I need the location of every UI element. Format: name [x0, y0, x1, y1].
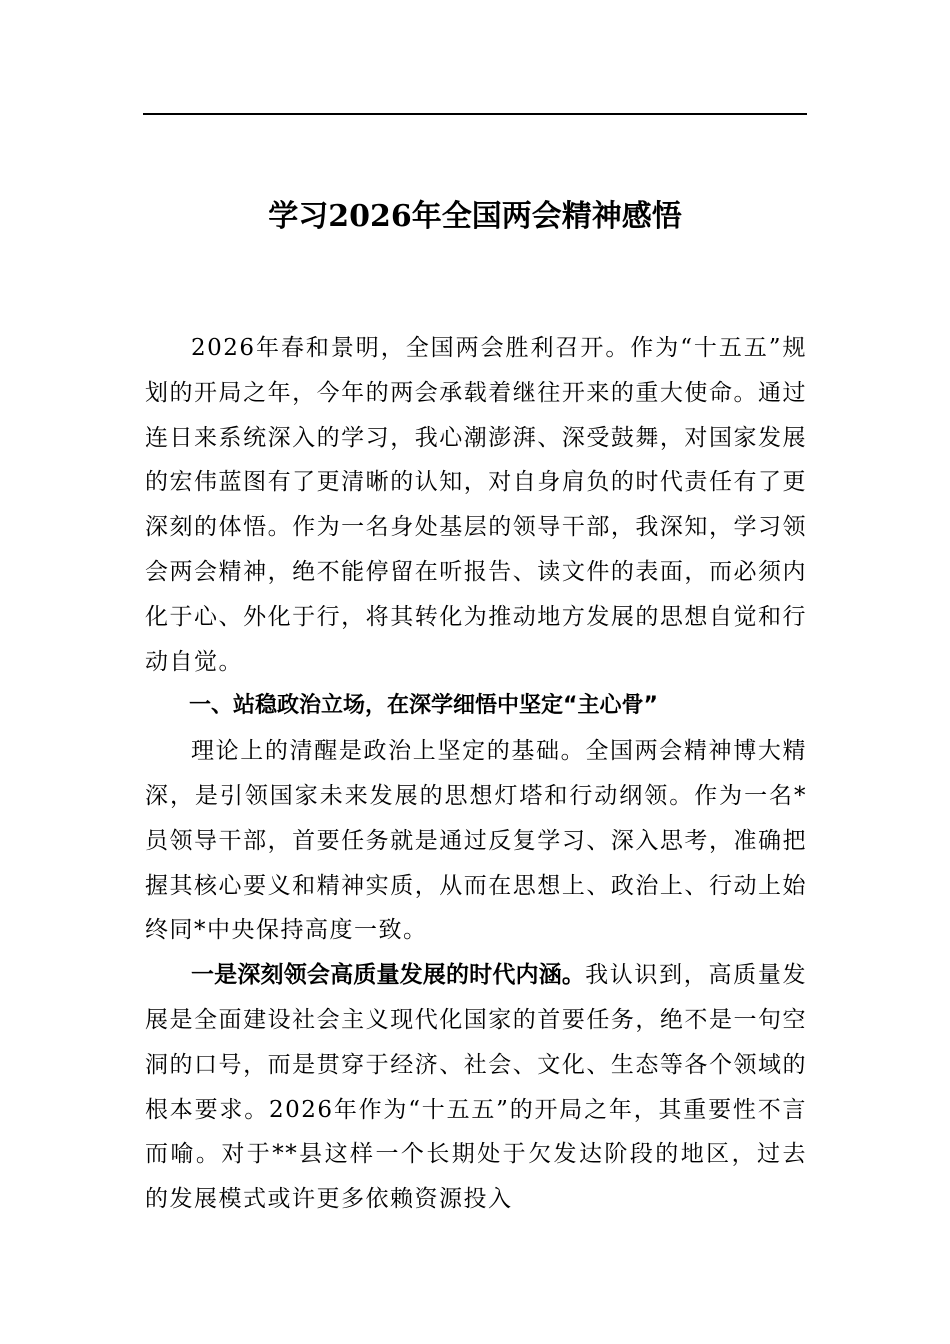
header-rule: [143, 113, 807, 115]
document-body: [145, 326, 807, 1222]
intro-paragraph: 2026年春和景明，全国两会胜利召开。作为“十五五”规划的开局之年，今年的两会承载着继往开来的重大使命。通过连日来系统深入的学习，我心潮澎湃、深受鼓舞，对国家发展的宏伟蓝图有了更清晰的认知，对自身肩负的时代责任有了更深刻的体悟。作为一名身处基层的领导干部，我深知，学习领会两会精神，绝不能停留在听报告、读文件的表面，而必须内化于心、外化于行，将其转化为推动地方发展的思想自觉和行动自觉。: [145, 335, 807, 675]
section-heading-1: 一、站稳政治立场，在深学细悟中坚定“主心骨”: [189, 693, 658, 719]
point-1-lead: 一是深刻领会高质量发展的时代内涵。: [191, 962, 586, 989]
document-title: 学习2026年全国两会精神感悟: [268, 199, 682, 234]
point-1-paragraph: [145, 953, 807, 1222]
section-1-paragraph: 理论上的清醒是政治上坚定的基础。全国两会精神博大精深，是引领国家未来发展的思想灯塔和行动纲领。作为一名*员领导干部，首要任务就是通过反复学习、深入思考，准确把握其核心要义和精神实质，从而在思想上、政治上、行动上始终同*中央保持高度一致。: [145, 738, 807, 944]
point-1-text: 我认识到，高质量发展是全面建设社会主义现代化国家的首要任务，绝不是一句空洞的口号，而是贯穿于经济、社会、文化、生态等各个领域的根本要求。2026年作为“十五五”的开局之年，其重要性不言而喻。对于**县这样一个长期处于欠发达阶段的地区，过去的发展模式或许更多依赖资源投入: [145, 962, 808, 1213]
